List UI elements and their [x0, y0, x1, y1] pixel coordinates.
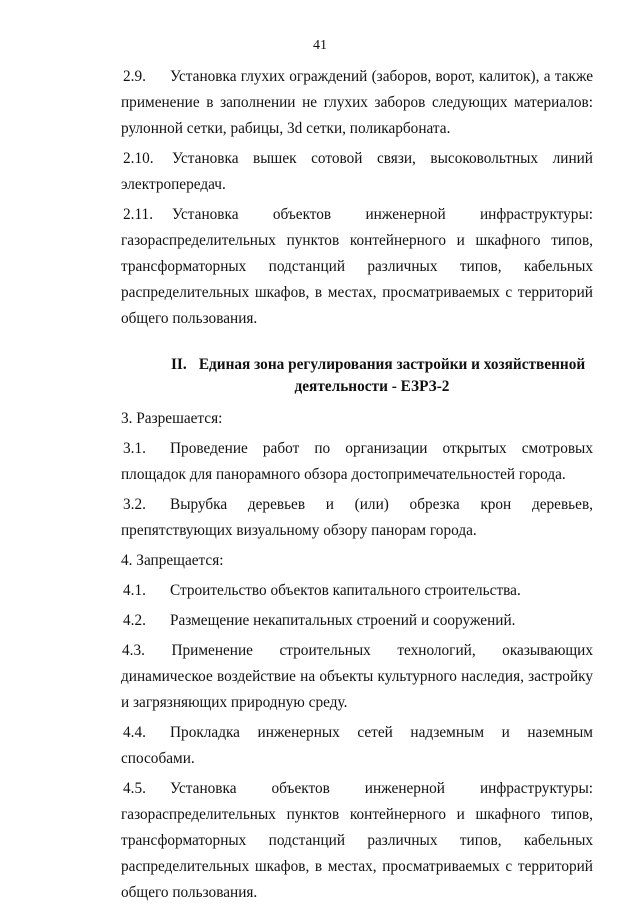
clause-text: Вырубка деревьев и (или) обрезка крон деревьев, препятствующих визуальному обзору панорам города. — [121, 496, 593, 539]
clause-3-1 — [121, 436, 593, 488]
clause-2-10 — [121, 146, 593, 198]
section-title-line-1: Единая зона регулирования застройки и хозяйственной — [198, 356, 586, 373]
clause-number: 2.10. — [123, 150, 154, 167]
clause-3-2 — [121, 492, 593, 544]
clause-4-5 — [121, 776, 593, 906]
page-number: 41 — [313, 38, 327, 53]
forbidden-heading: 4. Запрещается: — [121, 552, 224, 569]
clause-text: Установка объектов инженерной инфраструктуры: газораспределительных пунктов контейнерного и шкафного типов, трансформаторных подстанций различных типов, кабельных распределительных шкафов, в местах, просматриваемых с территорий общего пользования. — [121, 206, 593, 327]
clause-number: 2.9. — [123, 68, 146, 85]
clause-text: Установка объектов инженерной инфраструктуры: газораспределительных пунктов контейнерного и шкафного типов, трансформаторных подстанций различных типов, кабельных распределительных шкафов, в местах, просматриваемых с территорий общего пользования. — [121, 780, 593, 901]
clause-number: 4.5. — [123, 780, 146, 797]
clause-text: Проведение работ по организации открытых смотровых площадок для панорамного обзора достопримечательностей города. — [121, 440, 593, 483]
clause-number: 4.4. — [123, 724, 146, 741]
document-body — [121, 64, 593, 906]
clause-4-4 — [121, 720, 593, 772]
clause-text: Установка вышек сотовой связи, высоковольтных линий электропередач. — [121, 150, 593, 193]
clause-4-1 — [121, 578, 593, 604]
clause-text: Прокладка инженерных сетей надземным и наземным способами. — [121, 724, 593, 767]
clause-number: 3.1. — [123, 440, 146, 457]
allowed-heading: 3. Разрешается: — [121, 410, 223, 427]
clause-text: Установка глухих ограждений (заборов, ворот, калиток), а также применение в заполнении не глухих заборов следующих материалов: рулонной сетки, рабицы, 3d сетки, поликарбоната. — [121, 68, 593, 137]
section-number: II. — [170, 356, 187, 373]
clause-2-9 — [121, 64, 593, 142]
section-heading — [121, 354, 593, 398]
clause-text: 4.3. Применение строительных технологий, оказывающих динамическое воздействие на объекты культурного наследия, застройку и загрязняющих природную среду. — [121, 642, 593, 711]
clause-number: 2.11. — [123, 206, 154, 223]
clause-number: 4.1. — [123, 582, 146, 599]
clause-number: 4.2. — [123, 612, 146, 629]
clause-4-3 — [121, 638, 593, 716]
clause-number: 3.2. — [123, 496, 146, 513]
clause-text: Строительство объектов капитального строительства. — [170, 582, 521, 599]
clause-2-11 — [121, 202, 593, 332]
clause-text: Размещение некапитальных строений и сооружений. — [170, 612, 516, 629]
section-title-line-2: деятельности - ЕЗРЗ-2 — [294, 378, 450, 395]
clause-4-2 — [121, 608, 593, 634]
